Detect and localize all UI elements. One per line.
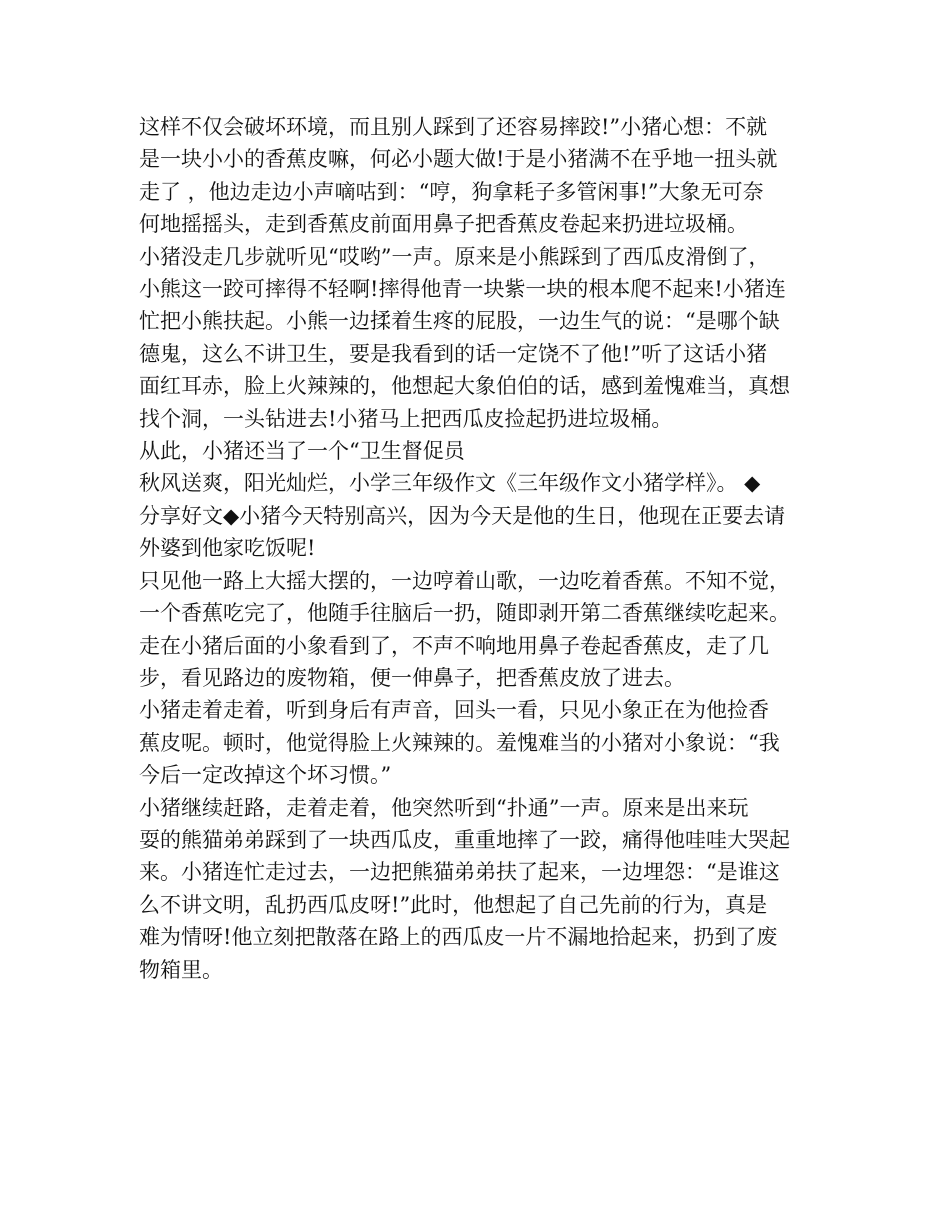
text-line: 小熊这一跤可摔得不轻啊!摔得他青一块紫一块的根本爬不起来!小猪连 (139, 277, 786, 302)
text-line: 何地摇摇头，走到香蕉皮前面用鼻子把香蕉皮卷起来扔进垃圾桶。 (139, 212, 748, 237)
text-line: 外婆到他家吃饭呢! (139, 536, 316, 561)
text-line: 分享好文◆小猪今天特别高兴，因为今天是他的生日，他现在正要去请 (139, 503, 786, 528)
text-line: 找个洞，一头钻进去!小猪马上把西瓜皮捡起扔进垃圾桶。 (139, 406, 673, 431)
text-line: 蕉皮呢。顿时，他觉得脸上火辣辣的。羞愧难当的小猪对小象说：“我 (139, 730, 780, 755)
text-line: 难为情呀!他立刻把散落在路上的西瓜皮一片不漏地拾起来，扔到了废 (139, 925, 778, 950)
text-line: 物箱里。 (139, 957, 223, 982)
text-line: 步，看见路边的废物箱，便一伸鼻子，把香蕉皮放了进去。 (139, 665, 685, 690)
text-line: 忙把小熊扶起。小熊一边揉着生疼的屁股，一边生气的说：“是哪个缺 (139, 309, 780, 334)
text-line: 走了 ，他边走边小声嘀咕到：“哼，狗拿耗子多管闲事!”大象无可奈 (139, 179, 764, 204)
text-line: 德鬼，这么不讲卫生，要是我看到的话一定饶不了他!”听了这话小猪 (139, 341, 768, 366)
text-line: 小猪继续赶路，走着走着，他突然听到“扑通”一声。原来是出来玩 (139, 795, 749, 820)
text-line: 走在小猪后面的小象看到了，不声不响地用鼻子卷起香蕉皮，走了几 (139, 633, 769, 658)
text-line: 面红耳赤，脸上火辣辣的，他想起大象伯伯的话，感到羞愧难当，真想 (139, 374, 790, 399)
document-body (139, 111, 829, 986)
text-line: 小猪没走几步就听见“哎哟”一声。原来是小熊踩到了西瓜皮滑倒了， (139, 244, 770, 269)
text-line: 这样不仅会破坏环境，而且别人踩到了还容易摔跤!”小猪心想：不就 (139, 115, 768, 139)
text-line: 么不讲文明，乱扔西瓜皮呀!”此时，他想起了自己先前的行为，真是 (139, 892, 768, 917)
text-line: 来。小猪连忙走过去，一边把熊猫弟弟扶了起来，一边埋怨：“是谁这 (139, 860, 780, 885)
text-line: 今后一定改掉这个坏习惯。” (139, 763, 392, 788)
text-line: 只见他一路上大摇大摆的，一边哼着山歌，一边吃着香蕉。不知不觉， (139, 568, 790, 593)
text-line: 是一块小小的香蕉皮嘛，何必小题大做!于是小猪满不在乎地一扭头就 (139, 147, 778, 172)
text-line: 小猪走着走着，听到身后有声音，回头一看，只见小象正在为他捡香 (139, 698, 769, 723)
text-line: 从此，小猪还当了一个“卫生督促员 (139, 439, 465, 464)
text-line: 一个香蕉吃完了，他随手往脑后一扔，随即剥开第二香蕉继续吃起来。 (139, 601, 790, 626)
text-line: 耍的熊猫弟弟踩到了一块西瓜皮，重重地摔了一跤，痛得他哇哇大哭起 (139, 827, 790, 852)
text-line: 秋风送爽，阳光灿烂，小学三年级作文《三年级作文小猪学样》。 ◆ (139, 471, 761, 496)
